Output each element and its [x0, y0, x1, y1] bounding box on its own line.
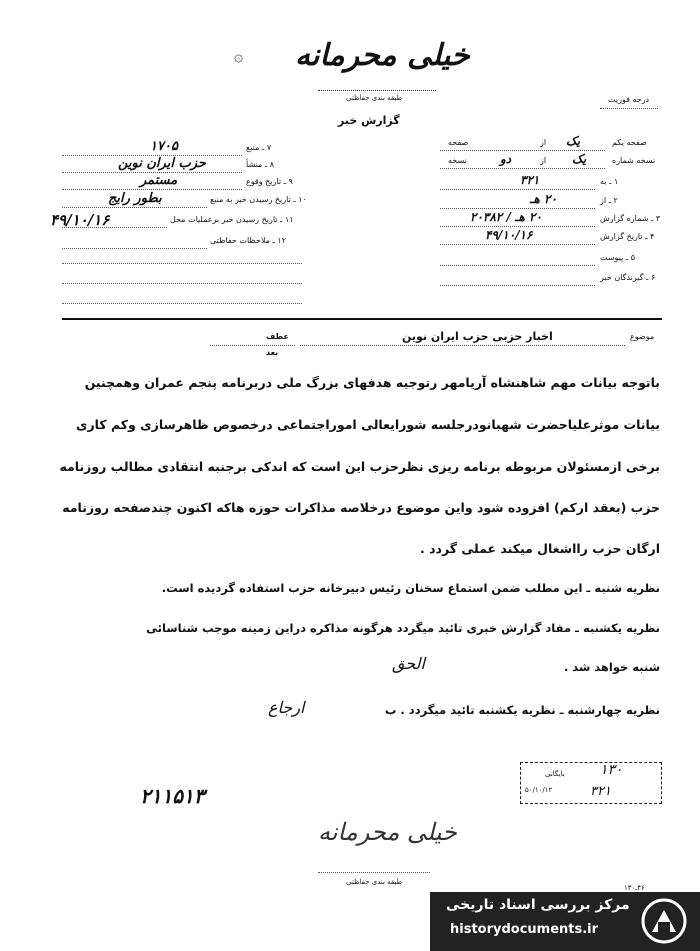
report-title: گزارش خبر — [338, 114, 400, 127]
header-separator — [62, 318, 662, 320]
footer-classification: خیلی محرمانه — [318, 818, 457, 846]
left-field-label-7: ۷ ـ منبع — [246, 143, 272, 152]
right-field-value-1: یک — [572, 152, 587, 166]
left-field-label-11: ۱۱ ـ تاریخ رسیدن خبر برعملیات محل — [170, 215, 294, 224]
body-line-5: ارگان حزب رااشغال میکند عملی گردد . — [420, 541, 660, 556]
handwritten-number: ۲۱۱۵۱۳ — [140, 784, 205, 808]
right-field-label-4: ۳ ـ شماره گزارش — [600, 214, 661, 223]
right-field-suffix-0: صفحه — [448, 138, 469, 147]
right-field-value-0: یک — [566, 134, 581, 148]
stamp-line-3: ۳۲۱ — [590, 784, 611, 799]
left-field-line-10 — [62, 207, 207, 208]
subject-value: اخبار حزبی حزب ایران نوین — [402, 330, 553, 343]
evaluation-sunday-cont: شنبه خواهد شد . — [563, 660, 660, 674]
urgency-line — [600, 108, 658, 109]
left-field-value-11: ۴۹/۱۰/۱۶ — [50, 211, 110, 229]
right-field-value-2: ۳۲۱ — [520, 173, 540, 187]
subject-ref-top: عطف — [266, 332, 289, 341]
watermark-title: مرکز بررسی اسناد تاریخی — [446, 897, 630, 913]
subject-ref-line — [210, 345, 295, 346]
footer-classification-sub: طبقه بندی حفاظتی — [346, 878, 403, 886]
left-field-label-9: ۹ ـ تاریخ وقوع — [246, 177, 293, 186]
left-field-value-8: حزب ایران نوین — [118, 156, 206, 171]
urgency-label: درجه فوریت — [608, 95, 650, 104]
right-field-label-2: ۱ ـ به — [600, 177, 619, 186]
right-field-label-0: صفحه یکم — [612, 138, 647, 147]
left-extra-line — [62, 283, 302, 284]
right-field-mid-1: از — [540, 156, 547, 165]
classification-top: خیلی محرمانه — [295, 38, 470, 73]
left-field-value-10: بطور رایج — [108, 191, 162, 206]
evaluation-saturday: نظریه شنبه ـ این مطلب ضمن استماع سخنان رئیس دبیرخانه حزب استفاده گردیده است. — [161, 581, 660, 595]
evaluation-wednesday: نظریه چهارشنبه ـ نظریه یکشنبه تائید میگردد . ب — [384, 703, 660, 717]
stamp-line-4: ۵۰/۱۰/۱۲ — [525, 786, 553, 794]
page-symbol: ۞ — [234, 46, 244, 65]
right-field-value-3: ۲۰ هـ — [530, 192, 557, 206]
stamp-line-2: بایگانی — [545, 770, 565, 778]
right-field-value-4: ۲۰ هـ / ۲۰۳۸۲ — [470, 210, 542, 224]
subject-line — [300, 345, 625, 346]
right-field-mid-0: از — [540, 138, 547, 147]
right-field-line-0 — [440, 150, 605, 151]
subject-ref-bottom: بعد — [266, 348, 279, 357]
classification-underline — [318, 90, 436, 91]
classification-sub-label: طبقه بندی حفاظتی — [346, 94, 403, 102]
left-extra-line — [62, 263, 302, 264]
footer-form-code: ۴۶ـ۱۳۰ — [624, 884, 645, 892]
right-field-label-7: ۶ ـ گیرندگان خبر — [600, 273, 656, 282]
left-field-line-12 — [62, 248, 207, 249]
body-line-3: برخی ازمسئولان مربوطه برنامه ریزی نظرحزب این است که اندکی برجنبه انتقادی مطالب روزنامه — [59, 459, 660, 474]
right-field-label-5: ۴ ـ تاریخ گزارش — [600, 232, 655, 241]
right-field-value-5: ۴۹/۱۰/۱۶ — [485, 228, 533, 242]
left-field-value-9: مستمر — [140, 173, 178, 188]
right-field-label-1: نسخه شماره — [612, 156, 656, 165]
right-field-line-3 — [440, 208, 595, 209]
left-field-label-12: ۱۲ ـ ملاحظات حفاظتی — [210, 236, 286, 245]
watermark-url: historydocuments.ir — [450, 922, 599, 937]
right-field-label-3: ۲ ـ از — [600, 196, 618, 205]
body-line-4: حزب (بعقد ارکم) افزوده شود واین موضوع درخلاصه مذاکرات حوزه هاکه اکنون چندصفحه روزنامه — [62, 500, 660, 515]
right-field-suffix-1: نسخه — [448, 156, 467, 165]
right-field-line-1 — [440, 168, 605, 169]
signature-referral: ارجاع — [268, 698, 305, 717]
right-field-line-2 — [440, 189, 595, 190]
stamp-line-1: ۱۳۰ — [600, 762, 623, 778]
right-field-line-7 — [440, 285, 595, 286]
right-field-extra-1: دو — [500, 152, 512, 166]
left-extra-line — [62, 303, 302, 304]
body-line-1: باتوجه بیانات مهم شاهنشاه آریامهر رتوجیه هدفهای بزرگ ملی دربرنامه پنجم عمران وهمچنین — [84, 375, 660, 390]
left-field-label-10: ۱۰ ـ تاریخ رسیدن خبر به منبع — [210, 195, 307, 204]
right-field-line-5 — [440, 244, 595, 245]
footer-line — [318, 872, 430, 873]
body-line-2: بیانات موثرعلیاحضرت شهبانودرجلسه شورایعالی اموراجتماعی درخصوص ظاهرسازی وکم کاری — [76, 417, 660, 432]
right-field-line-4 — [440, 226, 595, 227]
archive-logo-icon — [640, 896, 688, 946]
left-field-label-8: ۸ ـ منشأ — [246, 160, 274, 169]
left-field-value-7: ۱۷۰۵ — [150, 139, 178, 154]
evaluation-sunday: نظریه یکشنبه ـ مفاد گزارش خبری تائید میگردد هرگونه مذاکره دراین زمینه موجب شناسائی — [146, 621, 660, 635]
right-field-label-6: ۵ ـ پیوست — [600, 253, 636, 262]
signature-initial: الحق — [392, 654, 425, 673]
subject-label: موضوع — [630, 332, 655, 341]
right-field-line-6 — [440, 265, 595, 266]
left-field-line-9 — [62, 189, 242, 190]
